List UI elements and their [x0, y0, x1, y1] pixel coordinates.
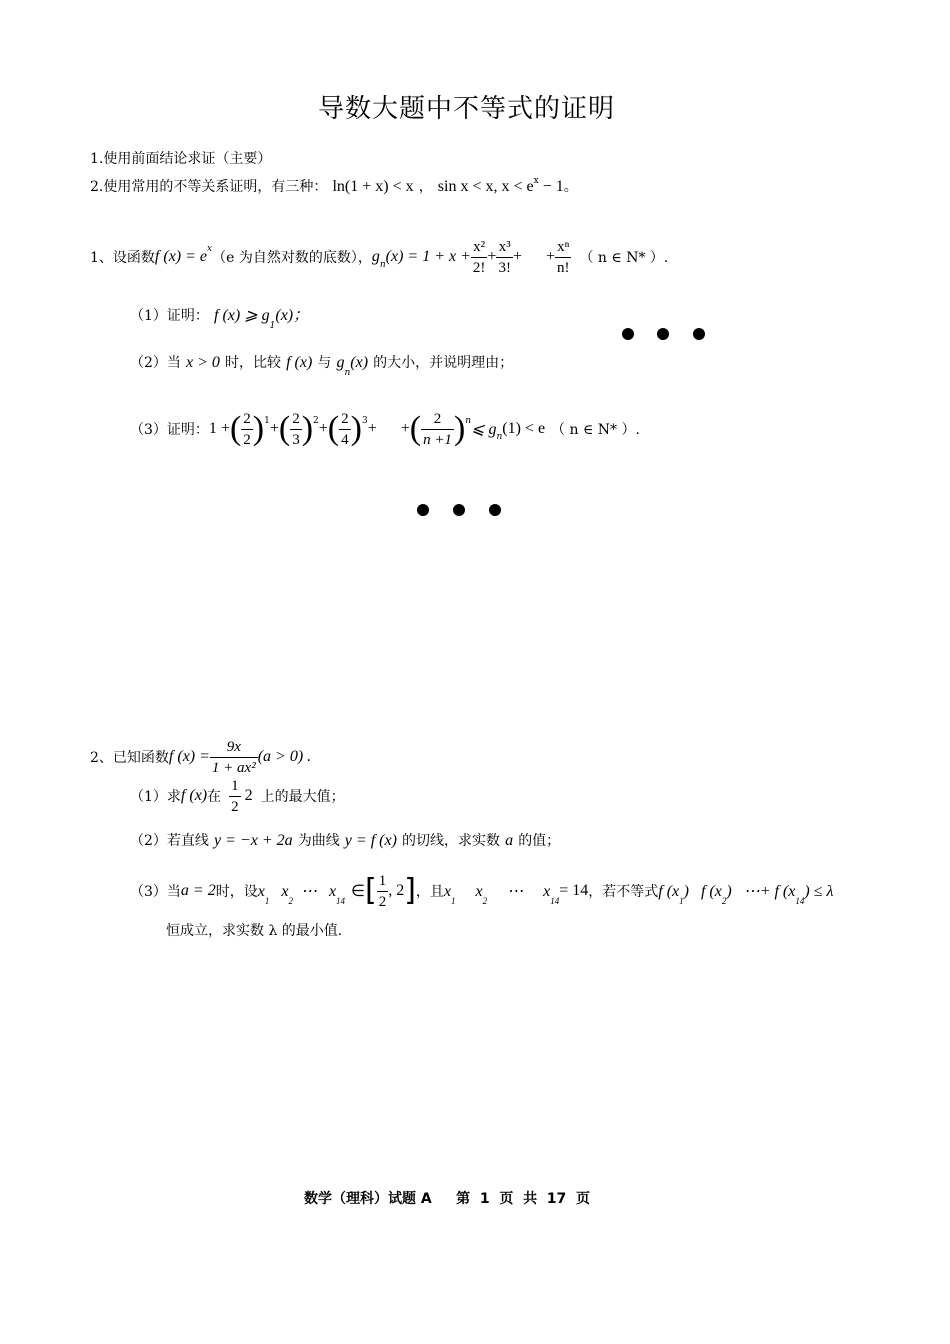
problem2-part1	[130, 776, 345, 816]
part3-frac-n: $\frac{2}{n +1}$	[423, 410, 452, 448]
part3-tail: ⩽ g	[471, 421, 497, 438]
part2-label: （2）当	[130, 355, 181, 371]
part2-text: 与	[317, 355, 332, 371]
page-footer: 数学（理科）试题 A 第 1 页 共 17 页	[304, 1191, 591, 1207]
p2-part2-label: （2）若直线	[130, 833, 209, 849]
method-2-ineq2: sin x < x, x < e	[437, 178, 534, 195]
part3-frac-1: $\frac{2}{2}$	[243, 410, 251, 448]
p2-part1-in: 在	[207, 789, 222, 805]
part3-exp-1: 1	[264, 416, 270, 426]
dot-decoration	[657, 328, 669, 340]
part1-math: f (x) ⩾ g	[214, 307, 270, 324]
problem1-part3: （3）证明： 1 + ( $\frac{2}{2}$ ) 1 + ( $\frac{2}{3}$ ) 2 + ( $\frac{2}{4}$ ) 3 + + ( $\frac{2}{n +1}$ ) n ⩽ g n (1) < e （ n ∈ N* ）.	[130, 410, 640, 448]
method-2-ineq1: ln(1 + x) < x	[332, 178, 414, 195]
part2-text: 的大小，并说明理由；	[373, 355, 514, 371]
p2-part2-end: 的值；	[518, 833, 561, 849]
part3-condition: （ n ∈ N* ）.	[551, 422, 640, 438]
part2-condition: x > 0	[186, 354, 220, 371]
part3-exp-2: 2	[313, 416, 319, 426]
part2-fx: f (x)	[286, 354, 313, 371]
problem2-statement	[90, 734, 311, 780]
p2-part2-text: 为曲线	[297, 833, 340, 849]
part3-tail-sub: n	[496, 432, 503, 442]
p2-part3-a: a = 2	[180, 882, 216, 899]
part3-label: （3）证明：	[130, 422, 209, 438]
term-x3-fraction: $\frac{\text{x³}}{3!}$	[498, 238, 511, 276]
p2-part1-fraction: $\frac{1}{2}$	[231, 777, 239, 815]
dot-decoration	[489, 504, 501, 516]
part2-gn-sub: n	[344, 368, 351, 378]
method-2-suffix: 。	[563, 179, 578, 195]
problem2-part3-line2: 恒成立，求实数 λ 的最小值.	[166, 923, 343, 939]
part1-label: （1）证明：	[130, 308, 209, 324]
problem1-gn: g	[371, 248, 380, 265]
p2-part2-line: y = −x + 2a	[214, 832, 293, 849]
part3-dots: + +	[367, 420, 410, 437]
p2-part1-fx: f (x)	[180, 787, 208, 804]
part3-frac-2: $\frac{2}{3}$	[292, 410, 300, 448]
term-x2-fraction: $\frac{\text{x²}}{2!}$	[472, 238, 486, 276]
problem1-e-note: （e 为自然对数的底数），	[212, 250, 372, 266]
p2-part3-vars: $x_1$ $x_2$ ⋯ $x_{14}$	[257, 883, 346, 906]
problem1-gn-sub: n	[379, 260, 386, 270]
problem1-statement	[90, 232, 668, 282]
p2-part1-label: （1）求	[130, 789, 181, 805]
p2-part1-tail: 上的最大值；	[260, 789, 345, 805]
problem1-intro: 1、设函数	[90, 250, 155, 266]
dot-decoration	[693, 328, 705, 340]
p2-part3-text: ，且	[415, 884, 444, 900]
part3-exp-3: 3	[361, 416, 368, 426]
problem2-condition: (a > 0) .	[257, 748, 312, 765]
p2-part3-ineq: f $(x_1)$ f $(x_2)$ ⋯+ f $(x_{14}) \le \lambda$	[658, 883, 834, 906]
p2-part2-curve: y = f (x)	[344, 832, 397, 849]
problem1-condition: （ n ∈ N* ）.	[579, 250, 669, 266]
method-2-ineq2-end: − 1	[538, 178, 564, 195]
problem1-fx: f (x) = e	[154, 248, 208, 265]
p2-part3-sum-tail: = 14	[559, 882, 589, 899]
dot-decoration	[622, 328, 634, 340]
p2-part2-tail: 的切线，求实数	[402, 833, 500, 849]
problem2-intro: 2、已知函数	[90, 750, 169, 766]
p2-part3-sum: $x_1$ $x_2$ ⋯ $x_{14}$	[443, 883, 560, 906]
dot-decoration	[453, 504, 465, 516]
method-1: 1.使用前面结论求证（主要）	[90, 151, 272, 167]
part2-gn-tail: (x)	[350, 354, 369, 371]
plus-sign: +	[487, 248, 497, 265]
dot-decoration	[417, 504, 429, 516]
page-title: 导数大题中不等式的证明	[318, 94, 616, 124]
part3-one: 1 +	[208, 420, 230, 437]
series-dots: + +	[512, 248, 555, 265]
p2-part3-label: （3）当	[130, 884, 181, 900]
term-xn-fraction: $\frac{\text{xⁿ}}{n!}$	[556, 238, 570, 276]
method-2-exp: x	[533, 176, 539, 186]
p2-part3-interval: $\frac{1}{2}$	[378, 872, 387, 910]
part2-text: 时，比较	[225, 355, 282, 371]
problem1-part2	[130, 352, 514, 378]
p2-part3-text: 时，设	[215, 884, 258, 900]
problem1-part1	[130, 302, 310, 331]
problem1-fx-exp: x	[207, 244, 213, 254]
p2-part3-in: ∈	[351, 883, 365, 900]
p2-part3-interval-tail: , 2	[388, 882, 405, 899]
problem1-gn-expr: (x) = 1 + x +	[385, 248, 471, 265]
p2-part3-text: ，若不等式	[588, 884, 659, 900]
method-2-prefix: 2.使用常用的不等关系证明，有三种：	[90, 179, 328, 195]
part2-gn: g	[336, 354, 345, 371]
problem2-fx: f (x) =	[168, 748, 210, 765]
part3-tail2: (1) < e	[502, 420, 546, 437]
p2-part2-a: a	[505, 832, 514, 849]
problem2-part2	[130, 830, 560, 850]
method-2: 2.使用常用的不等关系证明，有三种： ln(1 + x) < x ， sin x < x, $x < e^x - 1$。	[90, 176, 578, 195]
problem2-fraction: $\frac{9x}{\text{1 + ax²}}$	[211, 738, 256, 776]
part1-sub: 1	[269, 321, 276, 331]
part3-exp-n: n	[465, 416, 472, 426]
part1-tail: (x)；	[275, 307, 310, 324]
p2-part1-two: 2	[244, 787, 253, 804]
problem2-part3: （3）当 a = 2 时，设 $x_1$ $x_2$ ⋯ $x_{14}$ ∈ [ $\frac{1}{2}$ , 2 ] ，且 $x_1$ $x_2$ ⋯ $x_{14}$ = 14 ，若不等式 f $(x_1)$ f $(x_2)$ ⋯+ f $(x_{14}) \le \lambda$	[130, 872, 834, 910]
part3-frac-3: $\frac{2}{4}$	[341, 410, 349, 448]
